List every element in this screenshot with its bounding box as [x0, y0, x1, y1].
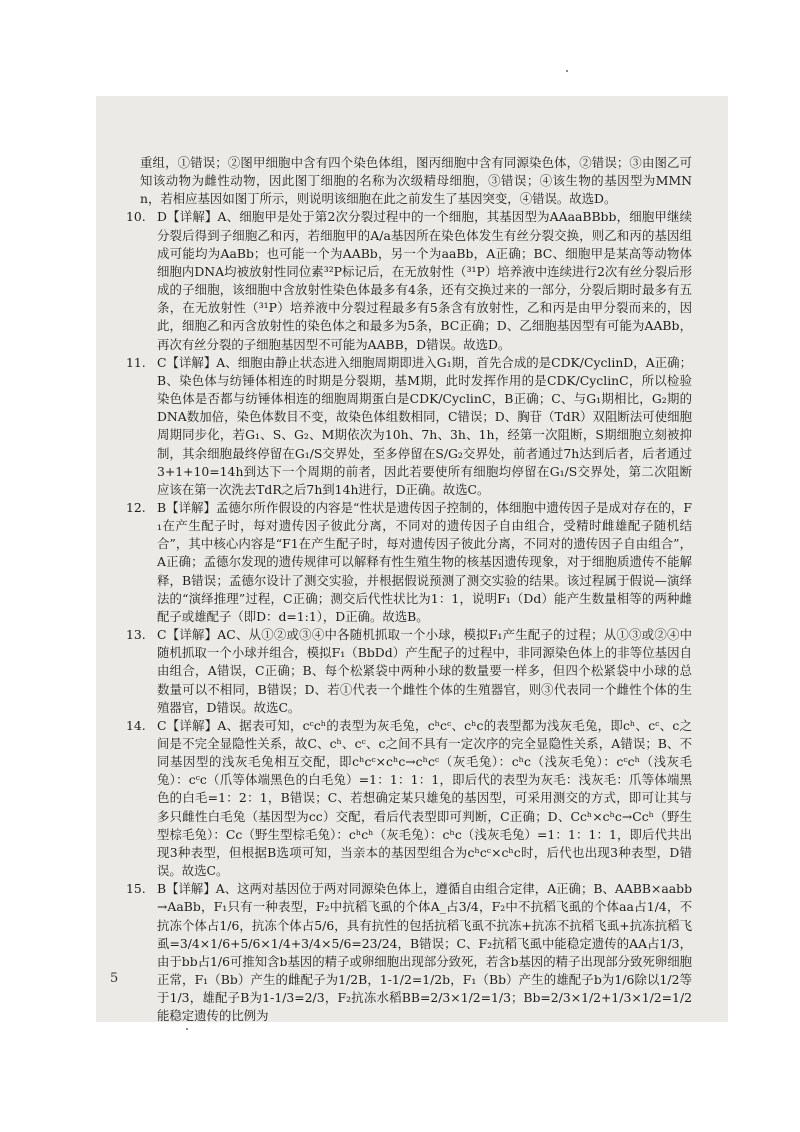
- item-number: 15.: [126, 881, 146, 897]
- speck: [566, 70, 568, 72]
- item-text: D【详解】A、细胞甲是处于第2次分裂过程中的一个细胞，其基因型为AAaaBBbb，细胞甲继续分裂后得到子细胞乙和丙，若细胞甲的A/a基因所在染色体发生有丝分裂交换，则乙和丙的基因组成可能均为AaBb；也可能一个为AABb，另一个为aaBb，A正确；BC、细胞甲是某高等动物体细胞内DNA均被放射性同位素³²P标记后，在无放射性（³¹P）培养液中连续进行2次有丝分裂后形成的子细胞，该细胞中含放射性染色体最多有4条，还有交换过来的一部分，分裂后期时最多有五条，在无放射性（³¹P）培养液中分裂过程最多有5条含有放射性，乙和丙是由甲分裂而来的，因此，细胞乙和丙含放射性的染色体之和最多为5条，BC正确；D、乙细胞基因型有可能为AABb，再次有丝分裂的子细胞基因型不可能为AABB，D错误。故选D。: [157, 209, 692, 352]
- page-number: 5: [110, 971, 119, 986]
- answer-item-13: [126, 626, 692, 717]
- item-text: C【详解】A、据表可知，cᶜcʰ的表型为灰毛兔，cʰcᶜ、cʰc的表型都为浅灰毛兔，即cʰ、cᶜ、c之间是不完全显隐性关系，故C、cʰ、cᶜ、c之间不具有一定次序的完全显隐性关系，A错误；B、不同基因型的浅灰毛兔相互交配，即cʰcᶜ×cʰc→cʰcᶜ（灰毛兔）：cʰc（浅灰毛兔）：cᶜcʰ（浅灰毛兔）：cᶜc（爪等体端黑色的白毛兔）=1：1：1：1，即后代的表型为灰毛：浅灰毛：爪等体端黑色的白毛=1：2：1，B错误；C、若想确定某只雄兔的基因型，可采用测交的方式，即可让其与多只雌性白毛兔（基因型为cc）交配，看后代表型即可判断，C正确；D、Ccʰ×cʰc→Ccʰ（野生型棕毛兔）：Cc（野生型棕毛兔）：cʰcʰ（灰毛兔）：cʰc（浅灰毛兔）=1：1：1：1，即后代共出现3种表型，但根据B选项可知，当亲本的基因型组合为cʰcᶜ×cʰc时，后代也出现3种表型，D错误。故选C。: [157, 717, 692, 879]
- item-number: 10.: [126, 209, 146, 225]
- item-number: 13.: [126, 627, 146, 643]
- answer-item-11: [126, 354, 692, 499]
- item-number: 12.: [126, 499, 146, 515]
- item-text: B【详解】孟德尔所作假设的内容是“性状是遗传因子控制的，体细胞中遗传因子是成对存在的，F₁在产生配子时，每对遗传因子彼此分离，不同对的遗传因子自由组合，受精时雌雄配子随机结合”，其中核心内容是“F1在产生配子时，每对遗传因子彼此分离，不同对的遗传因子自由组合”，A正确；孟德尔发现的遗传规律可以解释有性生殖生物的核基因遗传现象，对于细胞质遗传不能解释，B错误；孟德尔设计了测交实验，并根据假说预测了测交实验的结果。该过程属于假说—演绎法的“演绎推理”过程，C正确；测交后代性状比为1：1，说明F₁（Dd）能产生数量相等的两种雌配子或雄配子（即D：d=1:1），D正确。故选B。: [157, 499, 692, 624]
- item-text: C【详解】A、细胞由静止状态进入细胞周期即进入G₁期，首先合成的是CDK/CyclinD，A正确；B、染色体与纺锤体相连的时期是分裂期，基M期，此时发挥作用的是CDK/CyclinC，所以检验染色体是否都与纺锤体相连的细胞周期蛋白是CDK/CyclinC，B正确；C、与G₁期相比，G₂期的DNA数加倍，染色体数目不变，故染色体组数相同，C错误；D、胸苷（TdR）双阻断法可使细胞周期同步化，若G₁、S、G₂、M期依次为10h、7h、3h、1h，经第一次阻断，S期细胞立刻被抑制，其余细胞最终停留在G₁/S交界处，至多停留在S/G₂交界处，前者通过7h达到后者，后者通过3+1+10=14h到达下一个周期的前者，因此若要使所有细胞均停留在G₁/S交界处，第二次阻断应该在第一次洗去TdR之后7h到14h进行，D正确。故选C。: [157, 354, 692, 497]
- answer-item-12: [126, 499, 692, 626]
- answer-item-15: [126, 880, 692, 1025]
- item-text: C【详解】AC、从①②或③④中各随机抓取一个小球，模拟F₁产生配子的过程；从①③或②④中随机抓取一个小球并组合，模拟F₁（BbDd）产生配子的过程中，非同源染色体上的非等位基因自由组合，A错误，C正确；B、每个松紧袋中两种小球的数量要一样多，但四个松紧袋中小球的总数量可以不相同，B错误；D、若①代表一个雌性个体的生殖器官，则③代表同一个雌性个体的生殖器官，D错误。故选C。: [157, 627, 692, 715]
- item-number: 14.: [126, 717, 146, 733]
- continuation-paragraph: 重组，①错误；②图甲细胞中含有四个染色体组，图丙细胞中含有同源染色体，②错误；③由图乙可知该动物为雌性动物，因此图丁细胞的名称为次级精母细胞，③错误；④该生物的基因型为MMNn，若相应基因如图丁所示，则说明该细胞在此之前发生了基因突变，④错误。故选D。: [140, 155, 692, 207]
- answer-item-10: [126, 208, 692, 353]
- speck: [186, 1028, 188, 1030]
- item-text: B【详解】A、这两对基因位于两对同源染色体上，遵循自由组合定律，A正确；B、AABB×aabb→AaBb，F₁只有一种表型，F₂中抗稻飞虱的个体A_占3/4，F₂中不抗稻飞虱的个体aa占1/4，不抗冻个体占1/6，抗冻个体占5/6，具有抗性的包括抗稻飞虱不抗冻+抗冻不抗稻飞虱+抗冻抗稻飞虱=3/4×1/6+5/6×1/4+3/4×5/6=23/24，B错误；C、F₂抗稻飞虱中能稳定遗传的AA占1/3，由于bb占1/6可推知含b基因的精子或卵细胞出现部分致死，若含b基因的精子出现部分致死卵细胞正常，F₁（Bb）产生的雌配子为1/2B，1-1/2=1/2b，F₁（Bb）产生的雄配子b为1/6除以1/2等于1/3，雄配子B为1-1/3=2/3，F₂抗冻水稻BB=2/3×1/2=1/3；Bb=2/3×1/2+1/3×1/2=1/2能稳定遗传的比例为: [157, 881, 692, 1024]
- answer-item-14: [126, 717, 692, 880]
- scanned-page: [96, 96, 728, 1022]
- item-number: 11.: [126, 354, 146, 370]
